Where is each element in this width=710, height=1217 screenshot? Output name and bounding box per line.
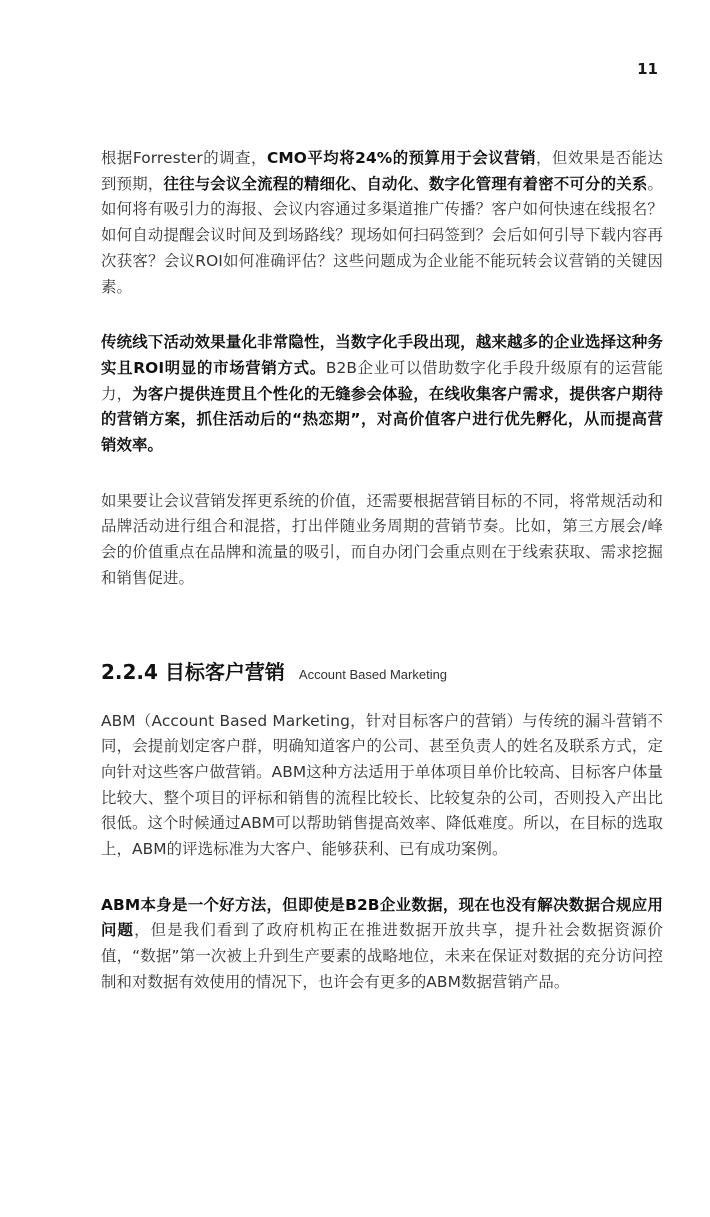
paragraph-abm-definition	[101, 709, 663, 863]
bold-text-run: CMO平均将24%的预算用于会议营销	[266, 149, 537, 167]
paragraph-digital-events	[101, 330, 663, 459]
text-run: 。如何将有吸引力的海报、会议内容通过多渠道推广传播？客户如何快速在线报名？如何自动提醒会议时间及到场路线？现场如何扫码签到？会后如何引导下载内容再次获客？会议ROI如何准确评估？这些问题成为企业能不能玩转会议营销的关键因素。	[101, 174, 663, 296]
bold-text-run: 为客户提供连贯且个性化的无缝参会体验，在线收集客户需求，提供客户期待的营销方案，抓住活动后的“热恋期”，对高价值客户进行优先孵化，从而提高营销效率。	[101, 384, 663, 455]
bold-text-run: 传统线下活动效果量化非常隐性，当数字化手段出现，越来越多的企业选择这种务实且ROI明显的市场营销方式。	[101, 333, 663, 377]
text-run: ，但是我们看到了政府机构正在推进数据开放共享，提升社会数据资源价值，“数据”第一次被上升到生产要素的战略地位，未来在保证对数据的充分访问控制和对数据有效使用的情况下，也许会有更多的ABM数据营销产品。	[101, 921, 663, 991]
text-run: 如果要让会议营销发挥更系统的价值，还需要根据营销目标的不同，将常规活动和品牌活动进行组合和混搭，打出伴随业务周期的营销节奏。比如，第三方展会/峰会的价值重点在品牌和流量的吸引，而自办闭门会重点则在于线索获取、需求挖掘和销售促进。	[101, 491, 663, 587]
section-title: 2.2.4 目标客户营销	[101, 659, 285, 684]
text-run: ABM（Account Based Marketing，针对目标客户的营销）与传统的漏斗营销不同，会提前划定客户群，明确知道客户的公司、甚至负责人的姓名及联系方式，定向针对这些客户做营销。ABM这种方法适用于单体项目单价比较高、目标客户体量比较大、整个项目的评标和销售的流程比较长、比较复杂的公司，否则投入产出比很低。这个时候通过ABM可以帮助销售提高效率、降低难度。所以，在目标的选取上，ABM的评选标准为大客户、能够获利、已有成功案例。	[101, 711, 663, 859]
paragraph-event-mix	[101, 489, 663, 592]
paragraph-abm-data-compliance	[101, 893, 663, 996]
paragraph-conference-marketing	[101, 146, 663, 300]
section-heading	[101, 656, 663, 685]
bold-text-run: 往往与会议全流程的精细化、自动化、数字化管理有着密不可分的关系	[163, 174, 648, 193]
section-subtitle: Account Based Marketing	[298, 666, 448, 682]
text-run: 根据Forrester的调查，	[101, 149, 267, 167]
text-run: ，但效果是否能达到预期，	[101, 149, 663, 193]
page-number: 11	[637, 60, 658, 78]
text-run: B2B企业可以借助数字化手段升级原有的运营能力，	[101, 358, 664, 403]
article-body	[101, 146, 663, 996]
bold-text-run: ABM本身是一个好方法，但即使是B2B企业数据，现在也没有解决数据合规应用问题	[101, 895, 663, 940]
